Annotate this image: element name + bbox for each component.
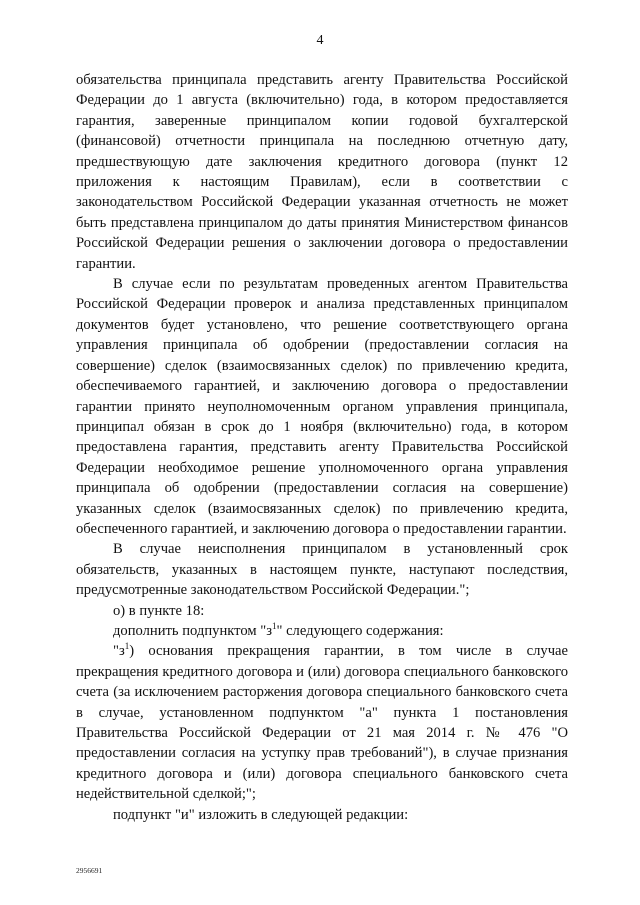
paragraph-add-subitem-before: дополнить подпунктом "з	[113, 622, 272, 639]
superscript-1: 1	[124, 641, 130, 652]
page-number: 4	[316, 33, 324, 48]
paragraph-item-o: о) в пункте 18:	[113, 602, 205, 619]
document-body	[76, 70, 568, 825]
paragraph-unauthorized-body-decision: В случае если по результатам проведенных агентом Правительства Российской Федерации проверок и анализа представленных принципалом документов будет установлено, что решение соответствующего органа управления принципала об одобрении (предоставлении согласия на совершение) сделок (взаимосвязанных сделок) по привлечению кредита, обеспечиваемого гарантией, и заключению договора о предоставлении гарантии принято неуполномоченным органом управления принципала, принципал обязан в срок до 1 ноября (включительно) года, в котором предоставлена гарантия, представить агенту Правительства Российской Федерации необходимое решение уполномоченного органа управления принципала об одобрении (предоставлении согласия на совершение) указанных сделок (взаимосвязанных сделок) по привлечению кредита, обеспеченного гарантией, и заключению договора о предоставлении гарантии.	[76, 276, 568, 537]
paragraph-non-fulfillment-consequences: В случае неисполнения принципалом в установленный срок обязательств, указанных в настоящем пункте, наступают последствия, предусмотренные законодательством Российской Федерации.";	[76, 541, 568, 599]
paragraph-subitem-z1-before: "з	[113, 643, 125, 660]
paragraph-add-subitem	[76, 621, 568, 641]
paragraph-add-subitem-after: " следующего содержания:	[276, 622, 444, 639]
paragraph-subitem-z1-text	[76, 641, 568, 804]
document-id: 2956691	[76, 866, 103, 875]
paragraph-subitem-i: подпункт "и" изложить в следующей редакции:	[113, 806, 409, 823]
paragraph-subitem-z1-after: ) основания прекращения гарантии, в том числе в случае прекращения кредитного договора и (или) договора специального банковского счета (за исключением расторжения договора специального банковского счета в случае, установленном подпунктом "а" пункта 1 постановления Правительства Российской Федерации от 21 мая 2014 г. № 476 "О предоставлении согласия на уступку прав требований"), в случае признания кредитного договора и (или) договора специального банковского счета недействительной сделкой;";	[76, 643, 568, 803]
paragraph-obligations-continuation: обязательства принципала представить агенту Правительства Российской Федерации до 1 августа (включительно) года, в котором предоставляется гарантия, заверенные принципалом копии годовой бухгалтерской (финансовой) отчетности принципала на последнюю отчетную дату, предшествующую дате заключения кредитного договора (пункт 12 приложения к настоящим Правилам), если в соответствии с законодательством Российской Федерации указанная отчетность не может быть представлена принципалом до даты принятия Министерством финансов Российской Федерации решения о заключении договора о предоставлении гарантии.	[76, 72, 568, 272]
superscript-1: 1	[271, 621, 277, 632]
